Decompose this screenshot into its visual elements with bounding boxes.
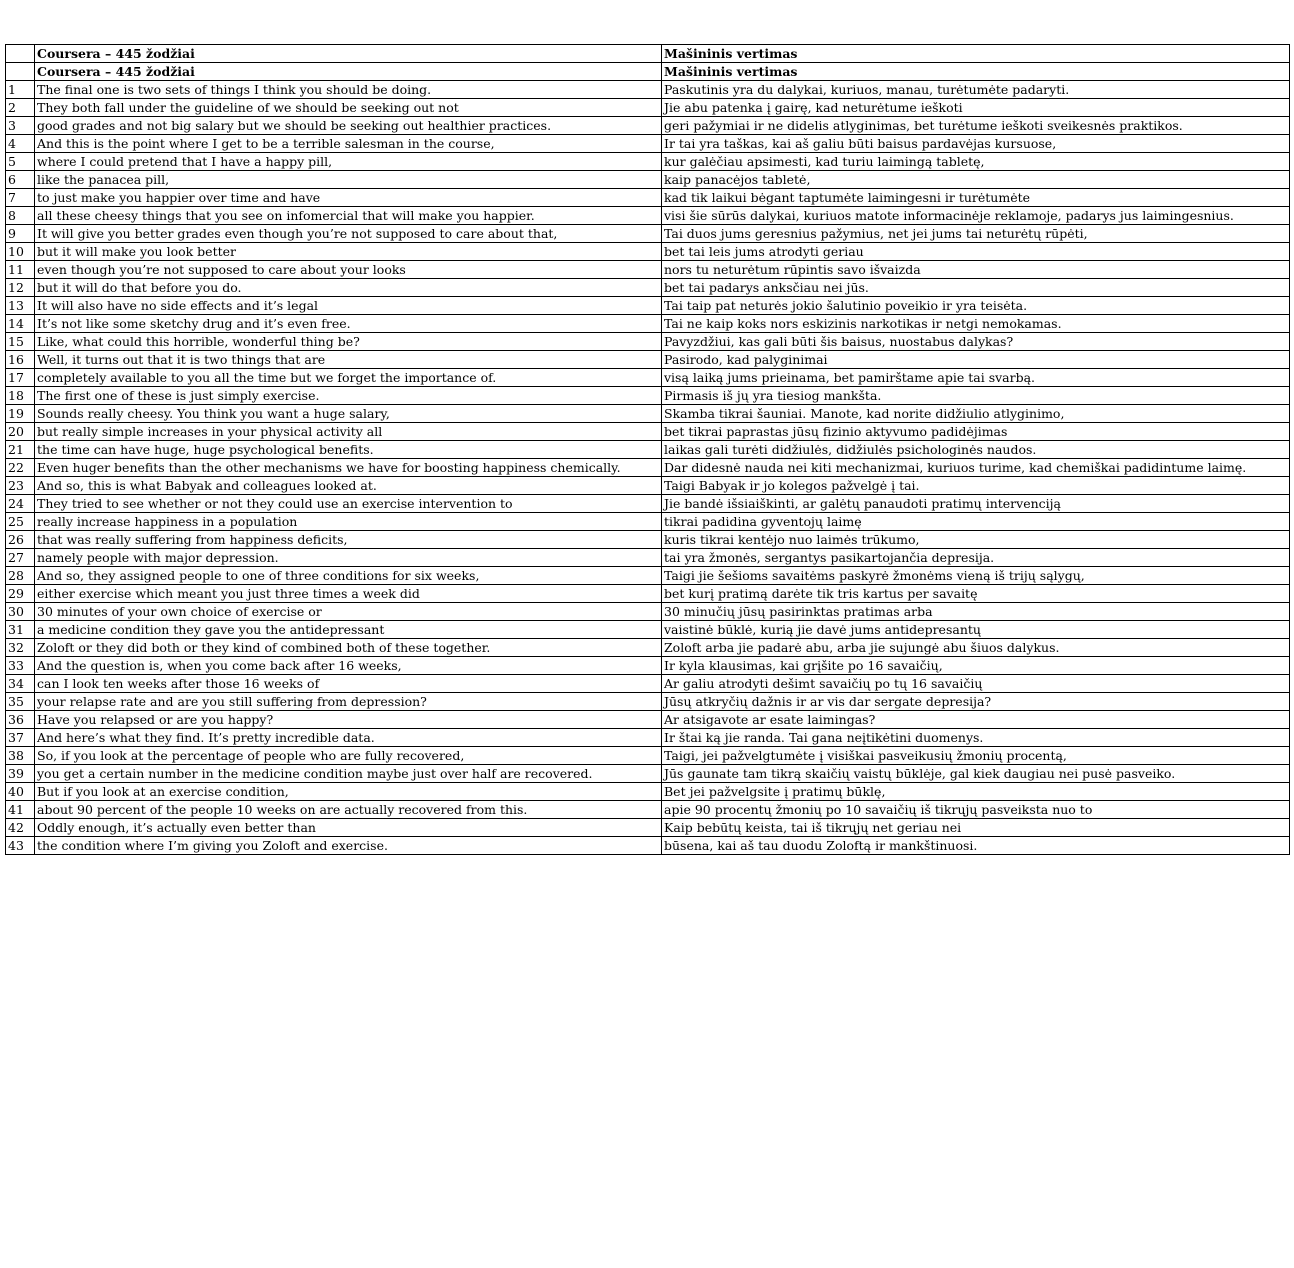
source-text: The final one is two sets of things I think you should be doing. — [35, 81, 662, 99]
table-row — [6, 333, 1290, 351]
source-text: really increase happiness in a population — [35, 513, 662, 531]
table-row — [6, 819, 1290, 837]
row-number: 14 — [6, 315, 35, 333]
row-number: 13 — [6, 297, 35, 315]
translated-text: Taigi jie šešioms savaitėms paskyrė žmonėms vieną iš trijų sąlygų, — [662, 567, 1290, 585]
translated-text: tai yra žmonės, sergantys pasikartojančia depresija. — [662, 549, 1290, 567]
source-text: like the panacea pill, — [35, 171, 662, 189]
table-row — [6, 243, 1290, 261]
table-row — [6, 765, 1290, 783]
source-text: And so, they assigned people to one of three conditions for six weeks, — [35, 567, 662, 585]
source-text: Oddly enough, it’s actually even better than — [35, 819, 662, 837]
row-number: 41 — [6, 801, 35, 819]
row-number: 1 — [6, 81, 35, 99]
row-number: 21 — [6, 441, 35, 459]
row-number: 5 — [6, 153, 35, 171]
table-row — [6, 711, 1290, 729]
row-number: 29 — [6, 585, 35, 603]
source-text: either exercise which meant you just three times a week did — [35, 585, 662, 603]
translated-text: kaip panacėjos tabletė, — [662, 171, 1290, 189]
table-row — [6, 225, 1290, 243]
source-text: It will give you better grades even though you’re not supposed to care about that, — [35, 225, 662, 243]
table-row — [6, 531, 1290, 549]
target-title: Mašininis vertimas — [662, 45, 1290, 63]
row-number: 17 — [6, 369, 35, 387]
translated-text: apie 90 procentų žmonių po 10 savaičių iš tikrųjų pasveiksta nuo to — [662, 801, 1290, 819]
row-number: 18 — [6, 387, 35, 405]
translated-text: Jie bandė išsiaiškinti, ar galėtų panaudoti pratimų intervenciją — [662, 495, 1290, 513]
translated-text: Tai duos jums geresnius pažymius, net jei jums tai neturėtų rūpėti, — [662, 225, 1290, 243]
row-number: 15 — [6, 333, 35, 351]
source-text: Even huger benefits than the other mechanisms we have for boosting happiness chemically. — [35, 459, 662, 477]
table-row — [6, 117, 1290, 135]
translation-table — [5, 44, 1290, 855]
source-text: And this is the point where I get to be a terrible salesman in the course, — [35, 135, 662, 153]
translated-text: Ir kyla klausimas, kai grįšite po 16 savaičių, — [662, 657, 1290, 675]
source-text: can I look ten weeks after those 16 weeks of — [35, 675, 662, 693]
translated-text: Pasirodo, kad palyginimai — [662, 351, 1290, 369]
row-number: 9 — [6, 225, 35, 243]
row-number: 2 — [6, 99, 35, 117]
table-row — [6, 693, 1290, 711]
row-number: 19 — [6, 405, 35, 423]
source-text: good grades and not big salary but we should be seeking out healthier practices. — [35, 117, 662, 135]
translated-text: Tai taip pat neturės jokio šalutinio poveikio ir yra teisėta. — [662, 297, 1290, 315]
row-number: 4 — [6, 135, 35, 153]
row-number: 35 — [6, 693, 35, 711]
table-row — [6, 261, 1290, 279]
source-text: And the question is, when you come back after 16 weeks, — [35, 657, 662, 675]
row-number: 25 — [6, 513, 35, 531]
row-number: 38 — [6, 747, 35, 765]
row-number: 26 — [6, 531, 35, 549]
table-row — [6, 477, 1290, 495]
table-row — [6, 171, 1290, 189]
row-number: 24 — [6, 495, 35, 513]
translated-text: bet kurį pratimą darėte tik tris kartus per savaitę — [662, 585, 1290, 603]
table-row — [6, 279, 1290, 297]
translated-text: Pavyzdžiui, kas gali būti šis baisus, nuostabus dalykas? — [662, 333, 1290, 351]
table-row — [6, 495, 1290, 513]
row-number: 12 — [6, 279, 35, 297]
source-text: Sounds really cheesy. You think you want a huge salary, — [35, 405, 662, 423]
source-text: a medicine condition they gave you the antidepressant — [35, 621, 662, 639]
table-row — [6, 747, 1290, 765]
row-number: 20 — [6, 423, 35, 441]
translated-text: Bet jei pažvelgsite į pratimų būklę, — [662, 783, 1290, 801]
source-text: namely people with major depression. — [35, 549, 662, 567]
row-number: 3 — [6, 117, 35, 135]
source-text: 30 minutes of your own choice of exercise or — [35, 603, 662, 621]
translated-text: vaistinė būklė, kurią jie davė jums antidepresantų — [662, 621, 1290, 639]
source-text: But if you look at an exercise condition, — [35, 783, 662, 801]
table-row — [6, 387, 1290, 405]
translated-text: visą laiką jums prieinama, bet pamirštame apie tai svarbą. — [662, 369, 1290, 387]
source-text: So, if you look at the percentage of people who are fully recovered, — [35, 747, 662, 765]
source-text: Like, what could this horrible, wonderful thing be? — [35, 333, 662, 351]
row-number: 22 — [6, 459, 35, 477]
table-row — [6, 99, 1290, 117]
source-text: Well, it turns out that it is two things that are — [35, 351, 662, 369]
row-number: 43 — [6, 837, 35, 855]
table-row — [6, 189, 1290, 207]
source-text: the condition where I’m giving you Zoloft and exercise. — [35, 837, 662, 855]
translated-text: Pirmasis iš jų yra tiesiog mankšta. — [662, 387, 1290, 405]
source-text: but it will do that before you do. — [35, 279, 662, 297]
translated-text: Ir štai ką jie randa. Tai gana neįtikėtini duomenys. — [662, 729, 1290, 747]
translated-text: Ar atsigavote ar esate laimingas? — [662, 711, 1290, 729]
translated-text: Jūsų atkryčių dažnis ir ar vis dar sergate depresija? — [662, 693, 1290, 711]
source-text: It will also have no side effects and it’s legal — [35, 297, 662, 315]
translated-text: bet tai padarys anksčiau nei jūs. — [662, 279, 1290, 297]
translated-text: Paskutinis yra du dalykai, kuriuos, manau, turėtumėte padaryti. — [662, 81, 1290, 99]
table-row — [6, 675, 1290, 693]
table-row — [6, 297, 1290, 315]
source-text: It’s not like some sketchy drug and it’s even free. — [35, 315, 662, 333]
row-number: 32 — [6, 639, 35, 657]
source-text: They tried to see whether or not they could use an exercise intervention to — [35, 495, 662, 513]
table-row — [6, 405, 1290, 423]
row-number: 16 — [6, 351, 35, 369]
source-text: And so, this is what Babyak and colleagues looked at. — [35, 477, 662, 495]
row-number: 6 — [6, 171, 35, 189]
table-row — [6, 801, 1290, 819]
table-row — [6, 567, 1290, 585]
row-number: 28 — [6, 567, 35, 585]
table-row — [6, 513, 1290, 531]
translated-text: Tai ne kaip koks nors eskizinis narkotikas ir netgi nemokamas. — [662, 315, 1290, 333]
row-number: 10 — [6, 243, 35, 261]
translated-text: Taigi Babyak ir jo kolegos pažvelgė į tai. — [662, 477, 1290, 495]
row-number: 30 — [6, 603, 35, 621]
source-title-repeat: Coursera – 445 žodžiai — [35, 63, 662, 81]
row-number: 39 — [6, 765, 35, 783]
table-row — [6, 729, 1290, 747]
translated-text: Ar galiu atrodyti dešimt savaičių po tų 16 savaičių — [662, 675, 1290, 693]
translated-text: Zoloft arba jie padarė abu, arba jie sujungė abu šiuos dalykus. — [662, 639, 1290, 657]
source-text: Have you relapsed or are you happy? — [35, 711, 662, 729]
row-number: 34 — [6, 675, 35, 693]
target-title-repeat: Mašininis vertimas — [662, 63, 1290, 81]
table-row — [6, 657, 1290, 675]
translated-text: Ir tai yra taškas, kai aš galiu būti baisus pardavėjas kursuose, — [662, 135, 1290, 153]
table-row — [6, 783, 1290, 801]
source-text: to just make you happier over time and have — [35, 189, 662, 207]
row-number: 31 — [6, 621, 35, 639]
translated-text: 30 minučių jūsų pasirinktas pratimas arba — [662, 603, 1290, 621]
row-number: 42 — [6, 819, 35, 837]
table-row — [6, 81, 1290, 99]
translated-text: Jūs gaunate tam tikrą skaičių vaistų būklėje, gal kiek daugiau nei pusė pasveiko. — [662, 765, 1290, 783]
table-row — [6, 153, 1290, 171]
header-number-cell — [6, 63, 35, 81]
source-text: The first one of these is just simply exercise. — [35, 387, 662, 405]
table-row — [6, 621, 1290, 639]
row-number: 27 — [6, 549, 35, 567]
source-text: completely available to you all the time but we forget the importance of. — [35, 369, 662, 387]
translation-table-body — [6, 45, 1290, 855]
table-row — [6, 441, 1290, 459]
source-title: Coursera – 445 žodžiai — [35, 45, 662, 63]
source-text: And here’s what they find. It’s pretty incredible data. — [35, 729, 662, 747]
row-number: 23 — [6, 477, 35, 495]
table-row — [6, 639, 1290, 657]
table-row — [6, 459, 1290, 477]
table-row — [6, 837, 1290, 855]
source-text: They both fall under the guideline of we should be seeking out not — [35, 99, 662, 117]
translated-text: Kaip bebūtų keista, tai iš tikrųjų net geriau nei — [662, 819, 1290, 837]
row-number: 33 — [6, 657, 35, 675]
translated-text: tikrai padidina gyventojų laimę — [662, 513, 1290, 531]
translated-text: Taigi, jei pažvelgtumėte į visiškai pasveikusių žmonių procentą, — [662, 747, 1290, 765]
table-row — [6, 549, 1290, 567]
translated-text: Jie abu patenka į gairę, kad neturėtume ieškoti — [662, 99, 1290, 117]
translated-text: bet tikrai paprastas jūsų fizinio aktyvumo padidėjimas — [662, 423, 1290, 441]
header-row-repeat — [6, 63, 1290, 81]
source-text: where I could pretend that I have a happy pill, — [35, 153, 662, 171]
translated-text: Skamba tikrai šauniai. Manote, kad norite didžiulio atlyginimo, — [662, 405, 1290, 423]
row-number: 7 — [6, 189, 35, 207]
table-row — [6, 369, 1290, 387]
translated-text: nors tu neturėtum rūpintis savo išvaizda — [662, 261, 1290, 279]
translated-text: laikas gali turėti didžiulės, didžiulės psichologinės naudos. — [662, 441, 1290, 459]
table-row — [6, 603, 1290, 621]
source-text: about 90 percent of the people 10 weeks on are actually recovered from this. — [35, 801, 662, 819]
source-text: you get a certain number in the medicine condition maybe just over half are recovered. — [35, 765, 662, 783]
source-text: the time can have huge, huge psychological benefits. — [35, 441, 662, 459]
source-text: your relapse rate and are you still suffering from depression? — [35, 693, 662, 711]
source-text: that was really suffering from happiness deficits, — [35, 531, 662, 549]
row-number: 36 — [6, 711, 35, 729]
header-number-cell — [6, 45, 35, 63]
translated-text: visi šie sūrūs dalykai, kuriuos matote informacinėje reklamoje, padarys jus laimingesnius. — [662, 207, 1290, 225]
translated-text: būsena, kai aš tau duodu Zoloftą ir mankštinuosi. — [662, 837, 1290, 855]
table-row — [6, 207, 1290, 225]
translated-text: geri pažymiai ir ne didelis atlyginimas, bet turėtume ieškoti sveikesnės praktikos. — [662, 117, 1290, 135]
source-text: even though you’re not supposed to care about your looks — [35, 261, 662, 279]
translated-text: Dar didesnė nauda nei kiti mechanizmai, kuriuos turime, kad chemiškai padidintume laimę. — [662, 459, 1290, 477]
translated-text: bet tai leis jums atrodyti geriau — [662, 243, 1290, 261]
table-row — [6, 423, 1290, 441]
source-text: all these cheesy things that you see on infomercial that will make you happier. — [35, 207, 662, 225]
row-number: 8 — [6, 207, 35, 225]
row-number: 11 — [6, 261, 35, 279]
translated-text: kuris tikrai kentėjo nuo laimės trūkumo, — [662, 531, 1290, 549]
header-row — [6, 45, 1290, 63]
row-number: 37 — [6, 729, 35, 747]
table-row — [6, 315, 1290, 333]
table-row — [6, 135, 1290, 153]
source-text: Zoloft or they did both or they kind of combined both of these together. — [35, 639, 662, 657]
translated-text: kad tik laikui bėgant taptumėte laimingesni ir turėtumėte — [662, 189, 1290, 207]
source-text: but it will make you look better — [35, 243, 662, 261]
translated-text: kur galėčiau apsimesti, kad turiu laimingą tabletę, — [662, 153, 1290, 171]
source-text: but really simple increases in your physical activity all — [35, 423, 662, 441]
table-row — [6, 585, 1290, 603]
row-number: 40 — [6, 783, 35, 801]
table-row — [6, 351, 1290, 369]
